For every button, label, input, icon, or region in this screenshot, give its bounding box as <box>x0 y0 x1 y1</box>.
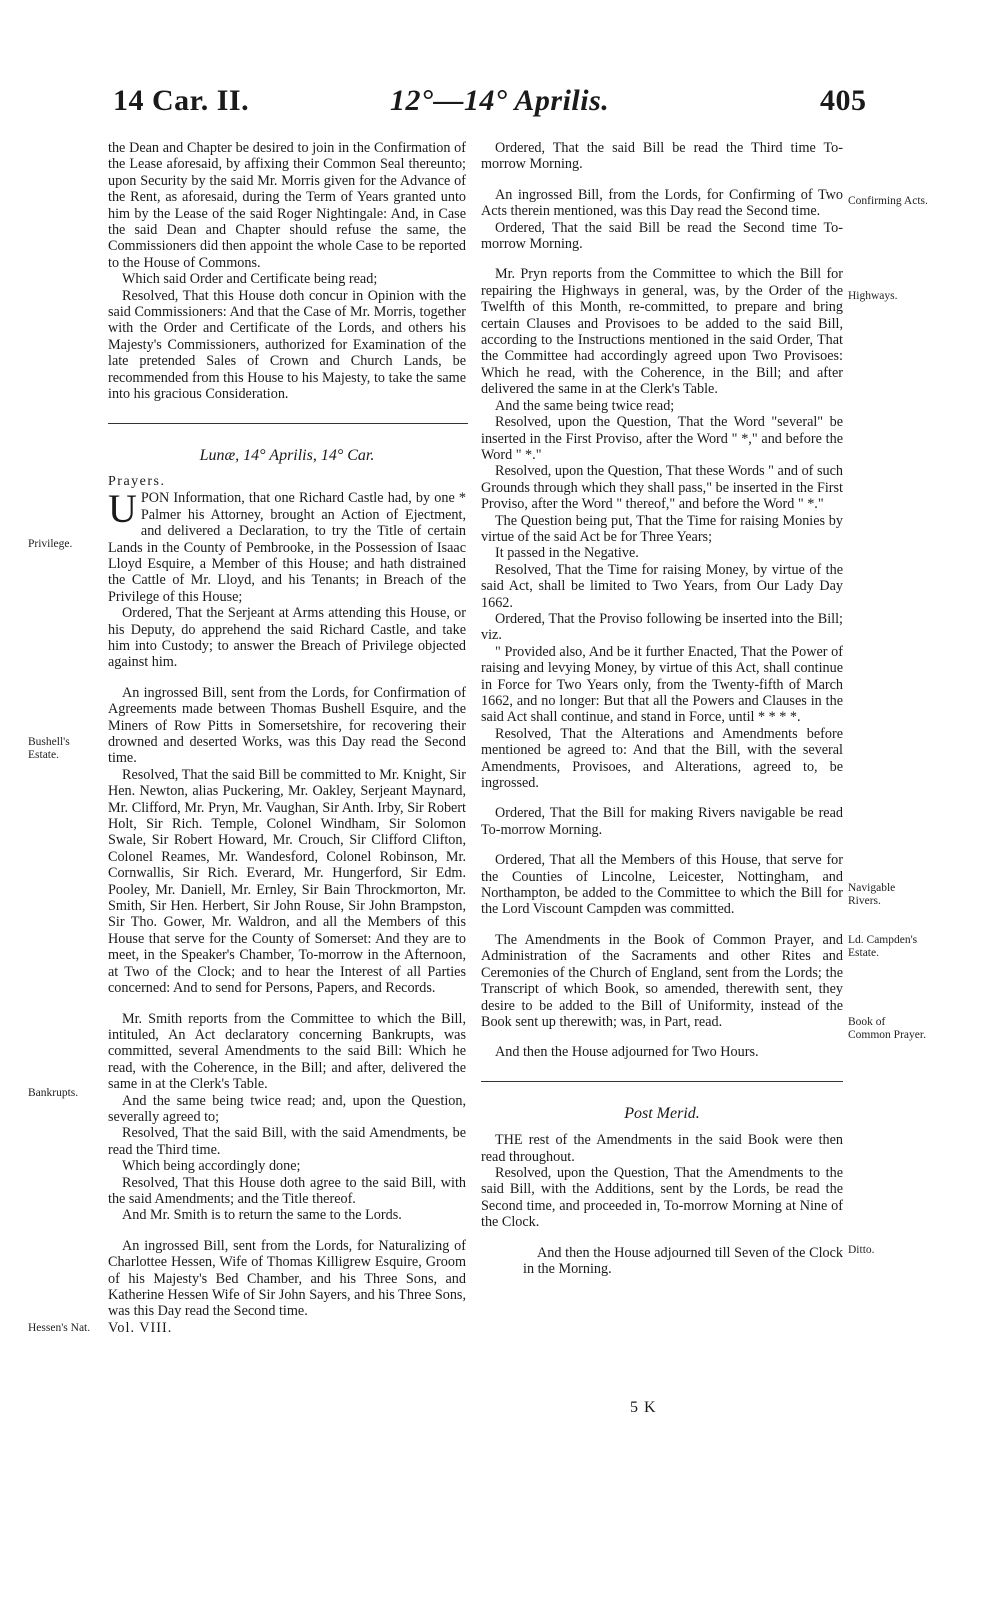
paragraph: Ordered, That the Bill for making Rivers navigable be read To-morrow Morning. <box>481 805 843 838</box>
paragraph: The Question being put, That the Time for raising Monies by virtue of the said Act be for Three Years; <box>481 512 843 545</box>
paragraph: Which said Order and Certificate being read; <box>122 271 378 288</box>
paragraph: Resolved, That the said Bill be committed to Mr. Knight, Sir Hen. Newton, alias Puckering, Mr. Oakley, Serjeant Maynard, Mr. Clifford, Mr. Pryn, Mr. Vaughan, Sir Anth. Irby, Sir Robert Holt, Sir Rich. Temple, Colonel Windham, Sir Solomon Swale, Sir Robert Howard, Mr. Crouch, Sir Clifford Clifton, Colonel Reames, Mr. Wandesford, Colonel Robinson, Mr. Cornwallis, Sir Rich. Everard, Mr. Hungerford, Sir Edm. Pooley, Mr. Daniell, Mr. Ernley, Sir Bain Throckmorton, Mr. Smith, Sir Hen. Herbert, Sir John Rouse, Sir John Brampston, Sir Tho. Gower, Mr. Waldron, and all the Members of this House that serve for the County of Somerset: And they are to meet, in the Speaker's Chamber, To-morrow in the Afternoon, at Two of the Clock; and to hear the Interest of all Parties concerned: And to send for Persons, Papers, and Records. <box>108 766 466 997</box>
section-divider <box>108 423 468 424</box>
post-merid-heading: Post Merid. <box>624 1104 700 1122</box>
paragraph: Ordered, That the Proviso following be inserted into the Bill; viz. <box>481 610 843 644</box>
paragraph <box>108 486 466 605</box>
volume-marker: Vol. VIII. <box>108 1319 173 1336</box>
paragraph: Ordered, That the said Bill be read the Second time To-morrow Morning. <box>481 219 843 253</box>
paragraph: Resolved, upon the Question, That the Amendments to the said Bill, with the Additions, sent by the Lords, be read the Second time, and proceeded in, To-morrow Morning at Nine of the Clock. <box>481 1164 843 1231</box>
paragraph: Resolved, That the Alterations and Amendments before mentioned be agreed to: And that the Bill, with the several Amendments, Provisoes, and Alterations, agreed to, be ingrossed. <box>481 725 843 792</box>
signature-mark: 5 K <box>630 1399 657 1416</box>
paragraph: " Provided also, And be it further Enacted, That the Power of raising and levying Money, by virtue of this Act, shall continue in Force for Two Years only, from the Twenty-fifth of March 1662, and no longer: But that all the Powers and Clauses in the said Act shall continue, and stand in Force, until * * * *. <box>481 643 843 726</box>
running-head-center: 12°—14° Aprilis. <box>390 84 610 117</box>
running-head-left: 14 Car. II. <box>113 84 250 117</box>
paragraph: Resolved, upon the Question, That the Word "several" be inserted in the First Proviso, after the Word " *," and before the Word " *." <box>481 414 843 463</box>
margin-note-bankrupts: Bankrupts. <box>28 1087 79 1099</box>
paragraph: Mr. Smith reports from the Committee to which the Bill, intituled, An Act declaratory concerning Bankrupts, was committed, several Amendments to the said Bill: Which he read, with the Coherence, in the Bill; and after, delivered the same in at the Clerk's Table. <box>108 1010 466 1093</box>
right-column <box>481 140 843 1277</box>
paragraph: It passed in the Negative. <box>495 545 639 562</box>
paragraph: the Dean and Chapter be desired to join in the Confirmation of the Lease aforesaid, by affixing their Common Seal thereunto; upon Security by the said Mr. Morris given for the Advance of the Rent, as aforesaid, during the Term of Years granted unto him by the Lease of the said Roger Nightingale: And, in Case the said Dean and Chapter should refuse the same, the Commissioners did then appoint the whole Case to be reported to the House of Commons. <box>108 140 466 271</box>
paragraph-text: PON Information, that one Richard Castle had, by one * Palmer his Attorney, brought an Action of Ejectment, and delivered a Declaration, to try the Title of certain Lands in the County of Pembrooke, in the Possession of Isaac Lloyd Esquire, a Member of this House; and hath distrained the Cattle of Mr. Lloyd, and his Tenants; in Breach of the Privilege of this House; <box>108 490 466 605</box>
margin-note-privilege: Privilege. <box>28 538 73 550</box>
paragraph: Ordered, That all the Members of this House, that serve for the Counties of Lincolne, Leicester, Nottingham, and Northampton, be added to the Committee to which the Bill for the Lord Viscount Campden was committed. <box>481 852 843 918</box>
margin-note-hessen: Hessen's Nat. <box>28 1322 91 1334</box>
adjournment: And then the House adjourned till Seven of the Clock in the Morning. <box>523 1244 843 1277</box>
paragraph: Which being accordingly done; <box>122 1158 301 1175</box>
margin-note-confirming: Confirming Acts. <box>848 195 928 207</box>
margin-note-ditto: Ditto. <box>848 1244 875 1256</box>
page-number: 405 <box>820 84 867 117</box>
paragraph: And Mr. Smith is to return the same to the Lords. <box>122 1207 402 1224</box>
section-divider <box>481 1081 843 1082</box>
margin-note-navigable: Navigable Rivers. <box>848 882 896 907</box>
margin-note-bushell: Bushell's Estate. <box>28 736 70 761</box>
paragraph: Resolved, That this House doth concur in Opinion with the said Commissioners: And that the Case of Mr. Morris, together with the Order and Certificate of the Lords, and others his Majesty's Commissioners, authorized for Examination of the late pretended Sales of Crown and Church Lands, be recommended from this House to his Majesty, to take the same into his gracious Consideration. <box>108 287 466 403</box>
paragraph: Resolved, upon the Question, That these Words " and of such Grounds through which they shall pass," be inserted in the First Proviso, after the Word " thereof," and before the Word " *." <box>481 463 843 513</box>
day-heading: Lunæ, 14° Aprilis, 14° Car. <box>199 446 375 464</box>
paragraph: An ingrossed Bill, sent from the Lords, for Confirmation of Agreements made between Thomas Bushell Esquire, and the Miners of Row Pitts in Somersetshire, for recovering their drowned and deserted Works, was this Day read the Second time. <box>108 684 466 767</box>
paragraph: Resolved, That the said Bill, with the said Amendments, be read the Third time. <box>108 1125 466 1158</box>
paragraph: The Amendments in the Book of Common Prayer, and Administration of the Sacraments and other Rites and Ceremonies of the Church of England, sent from the Lords; the Transcript of which Book, so amended, therewith sent, they desire to be added to the Bill of Uniformity, instead of the Book sent up therewith; was, in Part, read. <box>481 931 843 1030</box>
left-column <box>108 140 466 1336</box>
paragraph: THE rest of the Amendments in the said Book were then read throughout. <box>481 1132 843 1165</box>
drop-cap: U <box>108 486 137 532</box>
prayers-heading: Prayers. <box>108 473 166 489</box>
margin-note-prayer: Book of Common Prayer. <box>848 1016 926 1041</box>
paragraph: An ingrossed Bill, sent from the Lords, for Naturalizing of Charlottee Hessen, Wife of Thomas Killigrew Esquire, Groom of his Majesty's Bed Chamber, and his Three Sons, and Katherine Hessen Wife of Sir John Sayers, and his Three Sons, was this Day read the Second time. <box>108 1237 466 1320</box>
paragraph: Resolved, That the Time for raising Money, by virtue of the said Act, shall be limited to Two Years, from Our Lady Day 1662. <box>481 561 843 611</box>
paragraph: And then the House adjourned for Two Hours. <box>495 1044 759 1061</box>
paragraph: And the same being twice read; <box>495 397 675 414</box>
paragraph: Ordered, That the said Bill be read the Third time To-morrow Morning. <box>481 140 843 173</box>
paragraph: Resolved, That this House doth agree to the said Bill, with the said Amendments; and the Title thereof. <box>108 1174 466 1207</box>
paragraph: An ingrossed Bill, from the Lords, for Confirming of Two Acts therein mentioned, was this Day read the Second time. <box>481 186 843 220</box>
paragraph: And the same being twice read; and, upon the Question, severally agreed to; <box>108 1092 466 1125</box>
margin-note-highways: Highways. <box>848 290 898 302</box>
paragraph: Ordered, That the Serjeant at Arms attending this House, or his Deputy, do apprehend the said Richard Castle, and take him into Custody; to answer the Breach of Privilege objected against him. <box>108 605 466 671</box>
paragraph: Mr. Pryn reports from the Committee to which the Bill for repairing the Highways in general, was, by the Order of the Twelfth of this Month, re-committed, to prepare and bring certain Clauses and Provisoes to be added to the said Bill, according to the Instructions mentioned in the said Order, That the Committee had accordingly agreed upon Two Provisoes: Which he read, with the Coherence, in the Bill; and after delivered the same in at the Clerk's Table. <box>481 266 843 398</box>
margin-note-campden: Ld. Campden's Estate. <box>848 934 918 959</box>
